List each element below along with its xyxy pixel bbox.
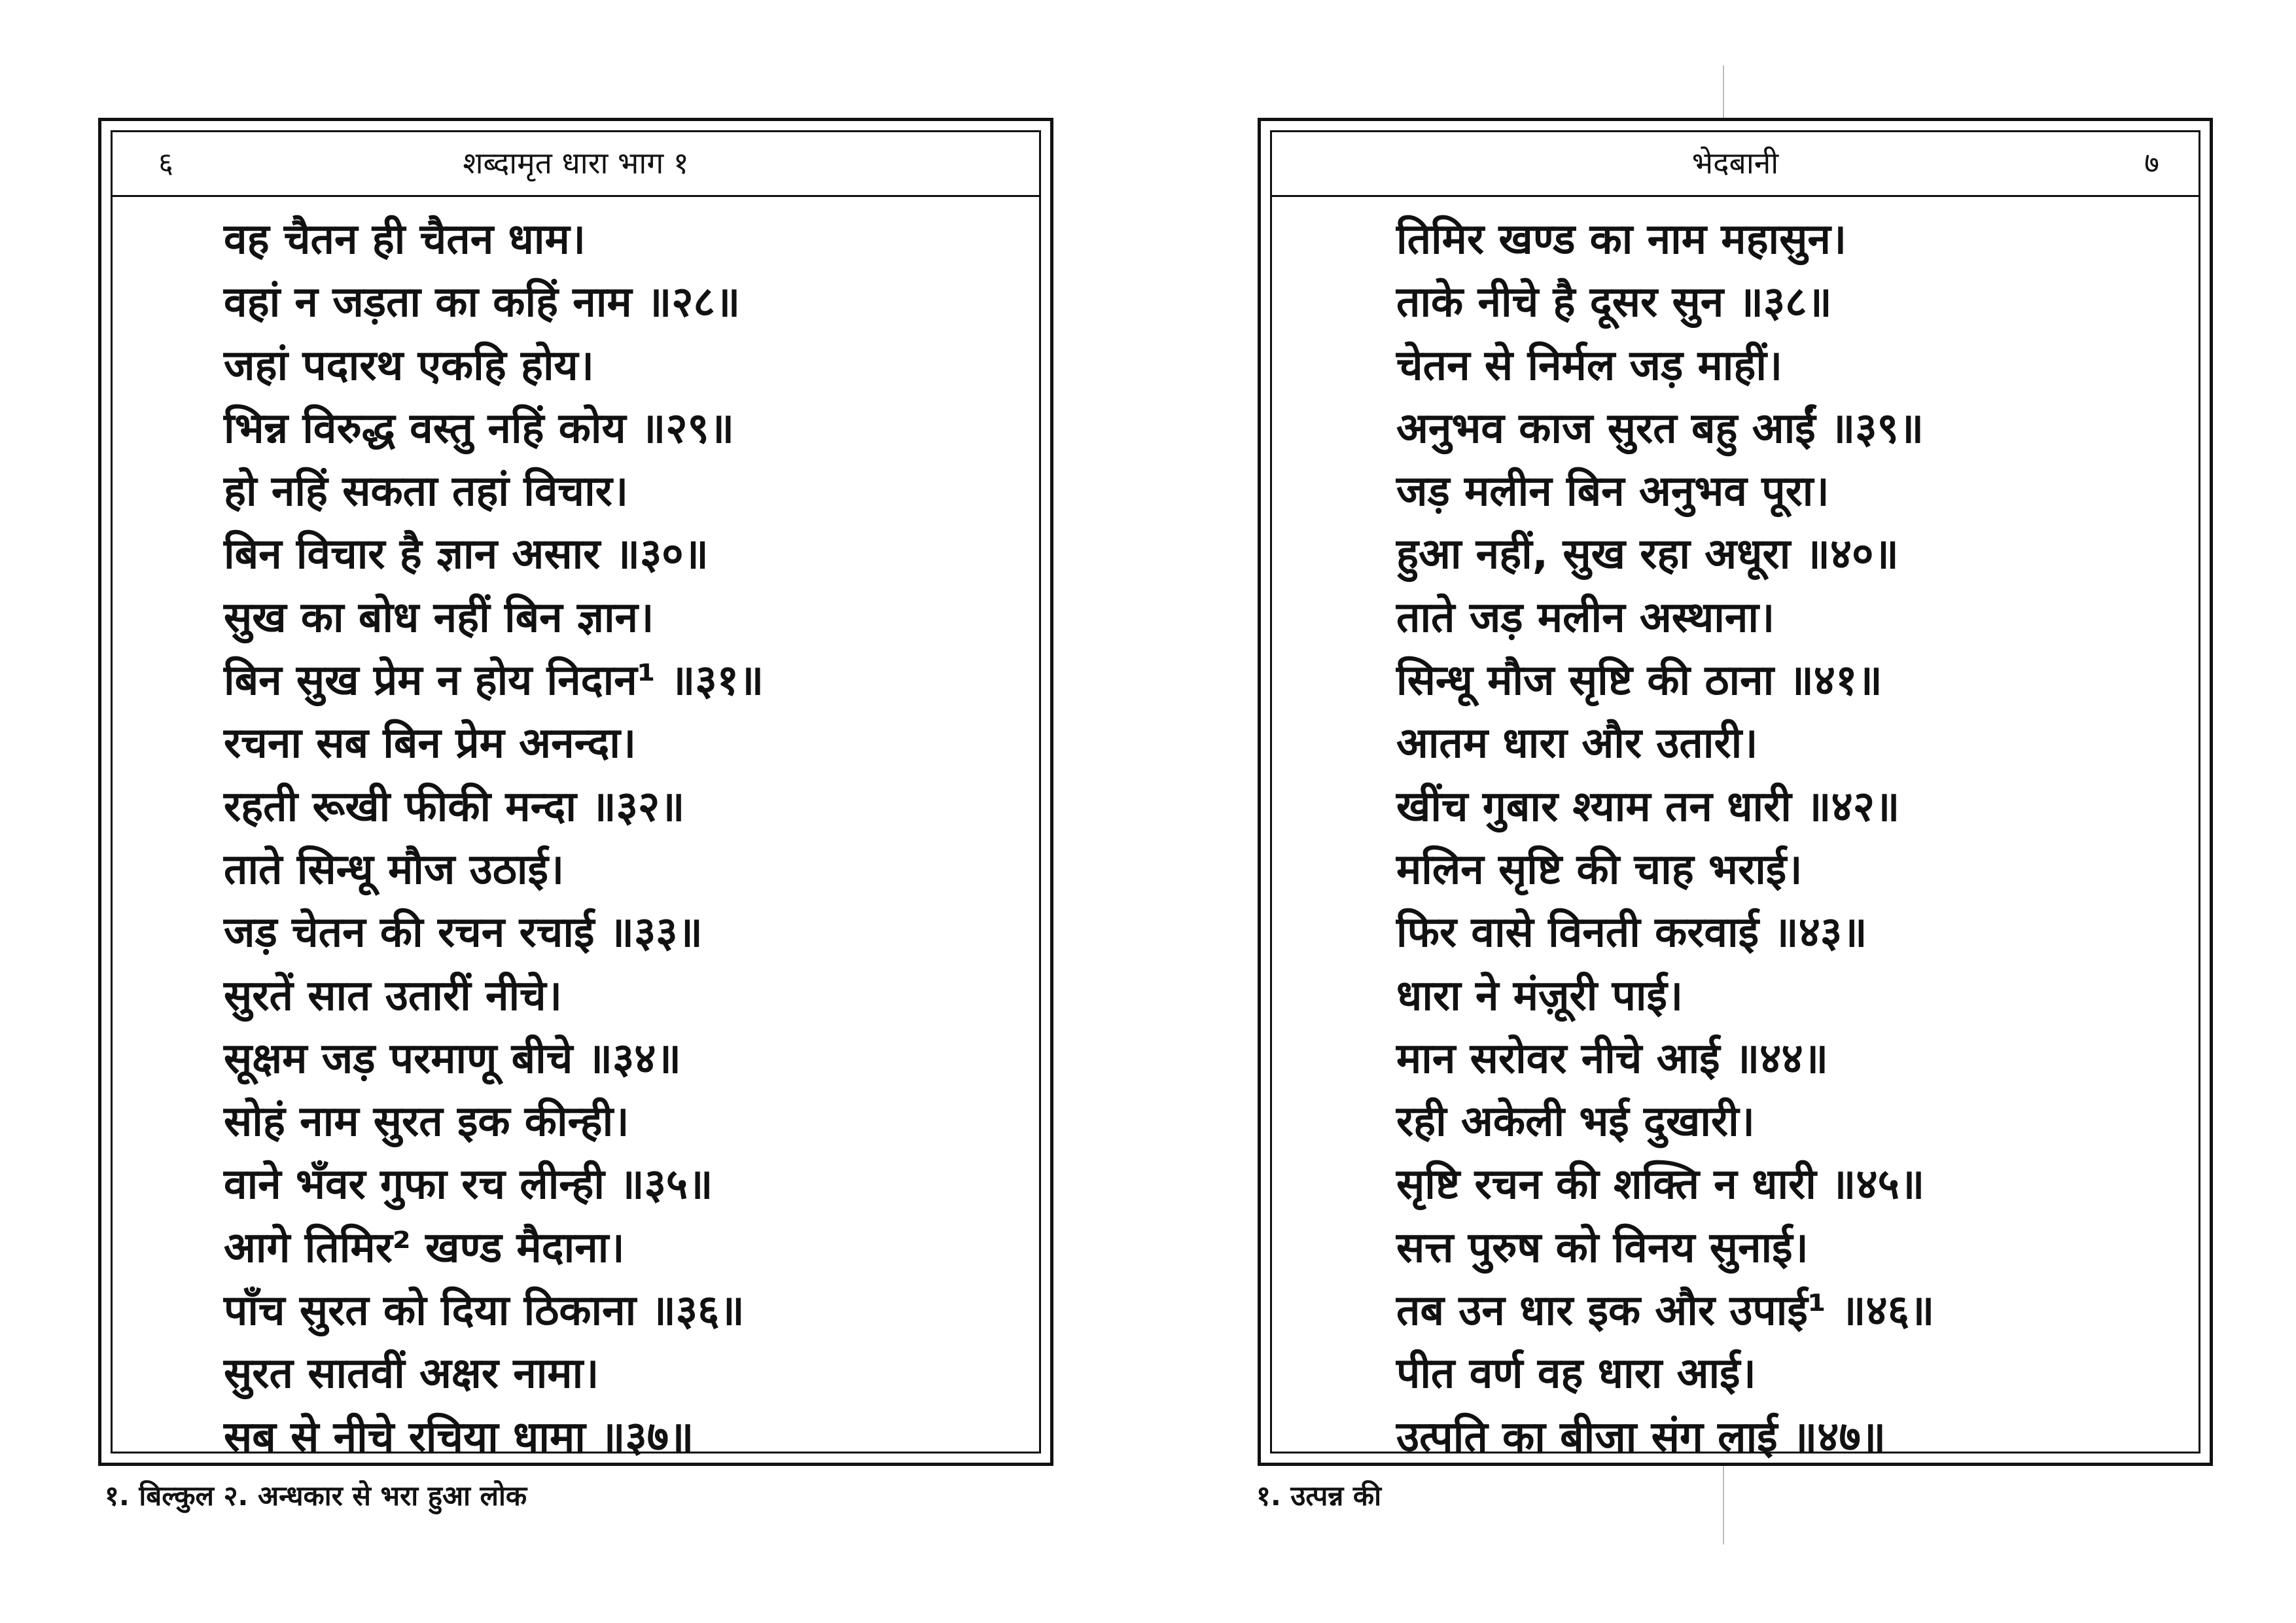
right-page-number: ७ [2144, 147, 2159, 180]
right-verse-list [1396, 208, 2100, 1469]
verse-line: रही अकेली भई दुखारी। [1396, 1097, 1755, 1147]
verse-line: सुरतें सात उतारीं नीचे। [224, 971, 562, 1020]
verse-line: सोहं नाम सुरत इक कीन्ही। [224, 1097, 629, 1147]
right-page-inner-border [1270, 130, 2200, 1461]
verse-line: आगे तिमिर² खण्ड मैदाना। [224, 1223, 625, 1272]
left-page-number: ६ [158, 147, 173, 180]
verse-line: वहां न जड़ता का कहिं नाम ॥२८॥ [224, 278, 741, 327]
verse-line: सुख का बोध नहीं बिन ज्ञान। [224, 593, 654, 642]
verse-line: रहती रूखी फीकी मन्दा ॥३२॥ [224, 782, 685, 831]
verse-line: भिन्न विरुद्ध वस्तु नहिं कोय ॥२९॥ [224, 404, 735, 453]
left-running-title: शब्दामृत धारा भाग १ [463, 145, 689, 181]
verse-line: आतम धारा और उतारी। [1396, 719, 1758, 768]
verse-line: वाने भँवर गुफा रच लीन्ही ॥३५॥ [224, 1160, 713, 1209]
verse-line: सब से नीचे रचिया धामा ॥३७॥ [224, 1412, 694, 1461]
verse-line: जहां पदारथ एकहि होय। [224, 341, 594, 390]
verse-line: उत्पति का बीजा संग लाई ॥४७॥ [1396, 1412, 1886, 1461]
left-footnote: १. बिल्कुल २. अन्धकार से भरा हुआ लोक [105, 1480, 527, 1512]
verse-line: धारा ने मंज़ूरी पाई। [1396, 971, 1684, 1020]
right-running-title: भेदबानी [1691, 145, 1779, 181]
verse-line: ताते सिन्धू मौज उठाई। [224, 845, 565, 894]
verse-line: ताते जड़ मलीन अस्थाना। [1396, 593, 1775, 642]
verse-line: सृष्टि रचन की शक्ति न धारी ॥४५॥ [1396, 1160, 1925, 1209]
verse-line: सूक्षम जड़ परमाणू बीचे ॥३४॥ [224, 1034, 681, 1083]
verse-line: फिर वासे विनती करवाई ॥४३॥ [1396, 908, 1867, 957]
verse-line: वह चैतन ही चैतन धाम। [224, 215, 586, 264]
verse-line: सिन्धू मौज सृष्टि की ठाना ॥४१॥ [1396, 656, 1882, 705]
verse-line: बिन विचार है ज्ञान असार ॥३०॥ [224, 530, 709, 579]
left-page-header [113, 132, 1039, 197]
verse-line: मलिन सृष्टि की चाह भराई। [1396, 845, 1803, 894]
verse-line: चेतन से निर्मल जड़ माहीं। [1396, 341, 1783, 390]
verse-line: अनुभव काज सुरत बहु आईं ॥३९॥ [1396, 404, 1924, 453]
verse-line: हुआ नहीं, सुख रहा अधूरा ॥४०॥ [1396, 530, 1899, 579]
verse-line: हो नहिं सकता तहां विचार। [224, 467, 629, 516]
verse-line: पाँच सुरत को दिया ठिकाना ॥३६॥ [224, 1287, 745, 1336]
verse-line: ताके नीचे है दूसर सुन ॥३८॥ [1396, 278, 1832, 327]
left-page-inner-border [111, 130, 1041, 1461]
right-page [1258, 118, 2213, 1466]
verse-line: जड़ मलीन बिन अनुभव पूरा। [1396, 467, 1829, 516]
left-page [98, 118, 1053, 1466]
verse-line: मान सरोवर नीचे आई ॥४४॥ [1396, 1034, 1829, 1083]
right-footnote: १. उत्पन्न की [1256, 1480, 1382, 1512]
verse-line: जड़ चेतन की रचन रचाई ॥३३॥ [224, 908, 703, 957]
right-page-header [1272, 132, 2199, 197]
verse-line: पीत वर्ण वह धारा आई। [1396, 1349, 1756, 1399]
left-verse-list [224, 208, 941, 1469]
verse-line: सुरत सातवीं अक्षर नामा। [224, 1349, 599, 1399]
verse-line: तब उन धार इक और उपाई¹ ॥४६॥ [1396, 1287, 1935, 1336]
verse-line: तिमिर खण्ड का नाम महासुन। [1396, 215, 1847, 264]
verse-line: खींच गुबार श्याम तन धारी ॥४२॥ [1396, 782, 1900, 831]
verse-line: बिन सुख प्रेम न होय निदान¹ ॥३१॥ [224, 656, 764, 705]
verse-line: रचना सब बिन प्रेम अनन्दा। [224, 719, 637, 768]
verse-line: सत्त पुरुष को विनय सुनाई। [1396, 1223, 1809, 1272]
